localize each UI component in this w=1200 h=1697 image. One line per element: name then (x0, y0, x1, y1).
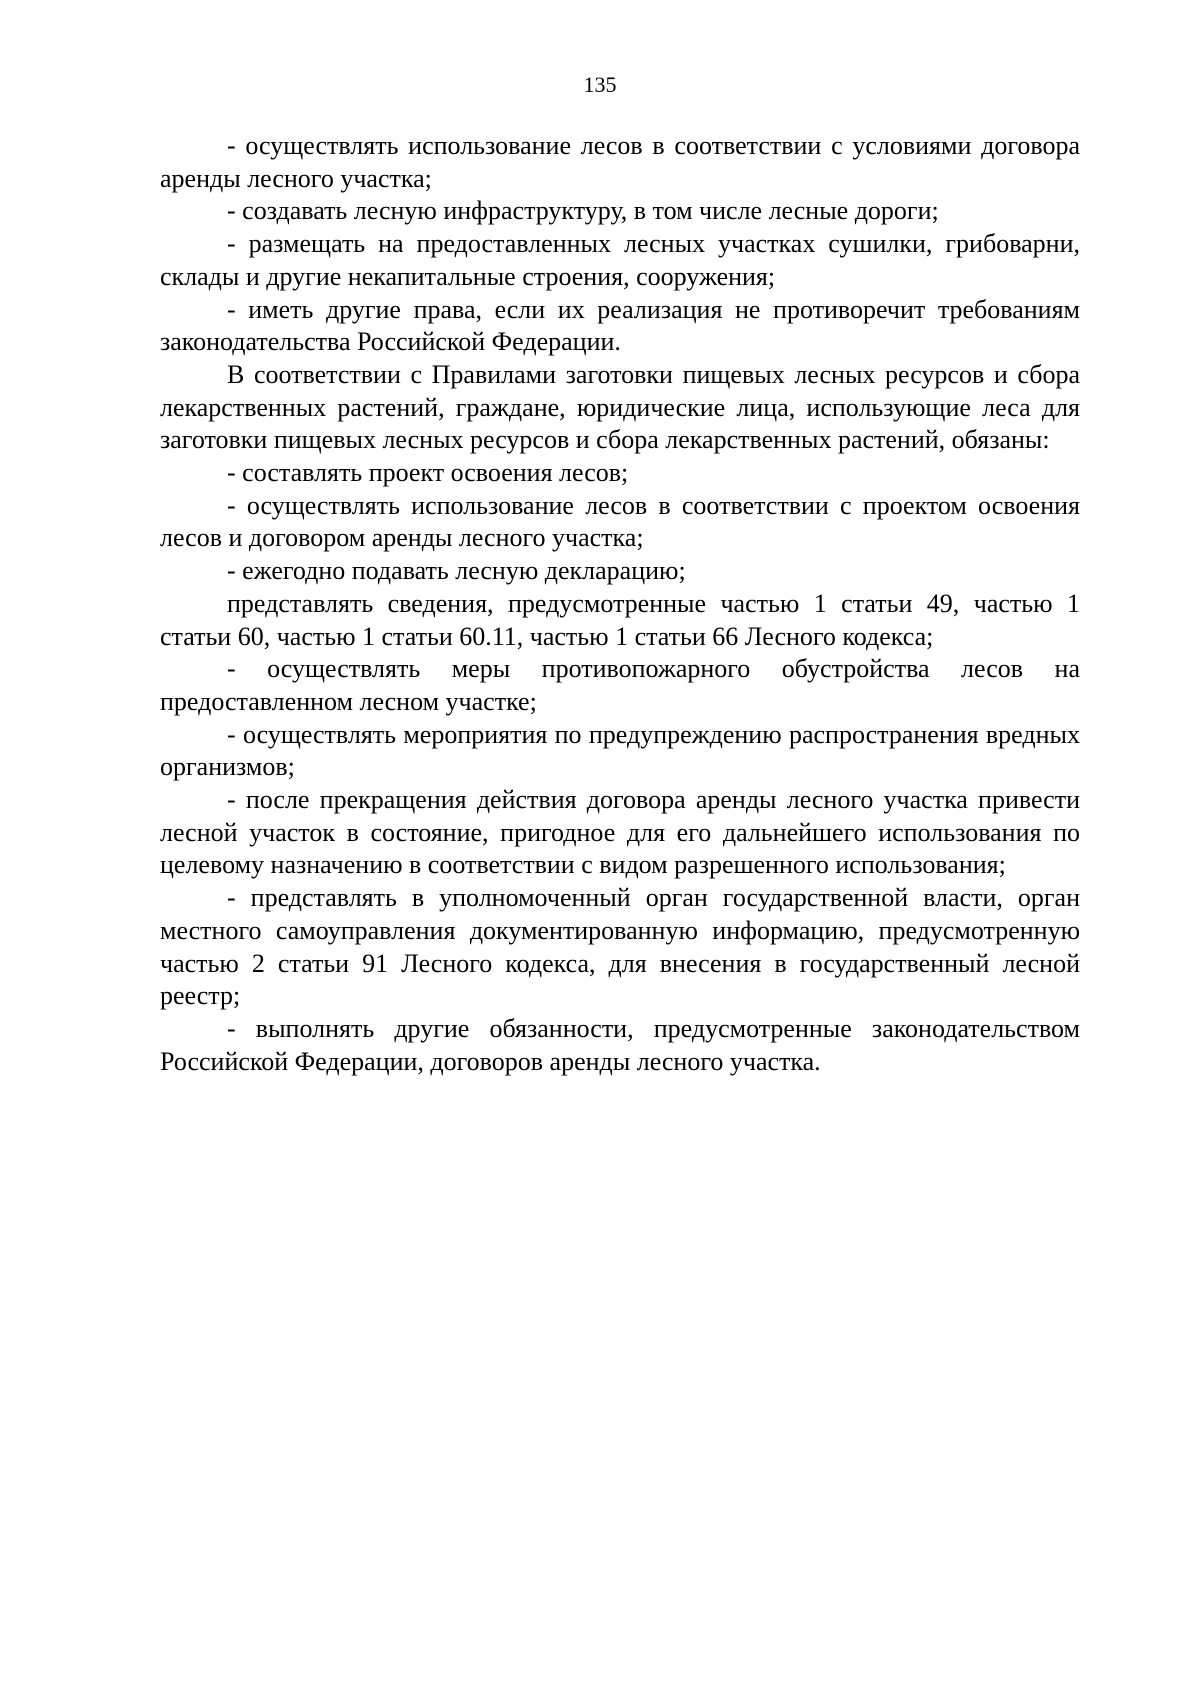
paragraph-obligation-restoration: - после прекращения действия договора аренды лесного участка привести лесной участок в состояние, пригодное для его дальнейшего использования по целевому назначению в соответствии с видом разрешенного использования; (160, 785, 1080, 880)
paragraph-rights-use-forests: - осуществлять использование лесов в соответствии с условиями договора аренды лесного участка; (160, 131, 1080, 193)
paragraph-obligation-declaration: - ежегодно подавать лесную декларацию; (227, 556, 686, 586)
paragraph-obligation-other: - выполнять другие обязанности, предусмотренные законодательством Российской Федерации, договоров аренды лесного участка. (160, 1013, 1080, 1076)
paragraph-obligation-project: - составлять проект освоения лесов; (227, 458, 629, 488)
document-body (160, 130, 1080, 1078)
paragraph-rights-infrastructure: - создавать лесную инфраструктуру, в том числе лесные дороги; (227, 196, 939, 226)
paragraph-obligation-fire-safety: - осуществлять меры противопожарного обустройства лесов на предоставленном лесном участке; (160, 654, 1080, 716)
paragraph-obligations-intro: В соответствии с Правилами заготовки пищевых лесных ресурсов и сбора лекарственных растений, граждане, юридические лица, использующие леса для заготовки пищевых лесных ресурсов и сбора лекарственных растений, обязаны: (160, 359, 1080, 455)
paragraph-obligation-reports: представлять сведения, предусмотренные частью 1 статьи 49, частью 1 статьи 60, частью 1 статьи 60.11, частью 1 статьи 66 Лесного кодекса; (160, 588, 1080, 651)
paragraph-obligation-use-per-project: - осуществлять использование лесов в соответствии с проектом освоения лесов и договором аренды лесного участка; (160, 490, 1080, 553)
paragraph-obligation-registry-info: - представлять в уполномоченный орган государственной власти, орган местного самоуправления документированную информацию, предусмотренную частью 2 статьи 91 Лесного кодекса, для внесения в государственный лесной реестр; (160, 883, 1080, 1011)
paragraph-rights-other: - иметь другие права, если их реализация не противоречит требованиям законодательства Российской Федерации. (160, 294, 1080, 357)
page-number: 135 (583, 72, 617, 97)
paragraph-obligation-pest-prevention: - осуществлять мероприятия по предупреждению распространения вредных организмов; (160, 719, 1080, 782)
paragraph-rights-structures: - размещать на предоставленных лесных участках сушилки, грибоварни, склады и другие некапитальные строения, сооружения; (160, 229, 1080, 291)
